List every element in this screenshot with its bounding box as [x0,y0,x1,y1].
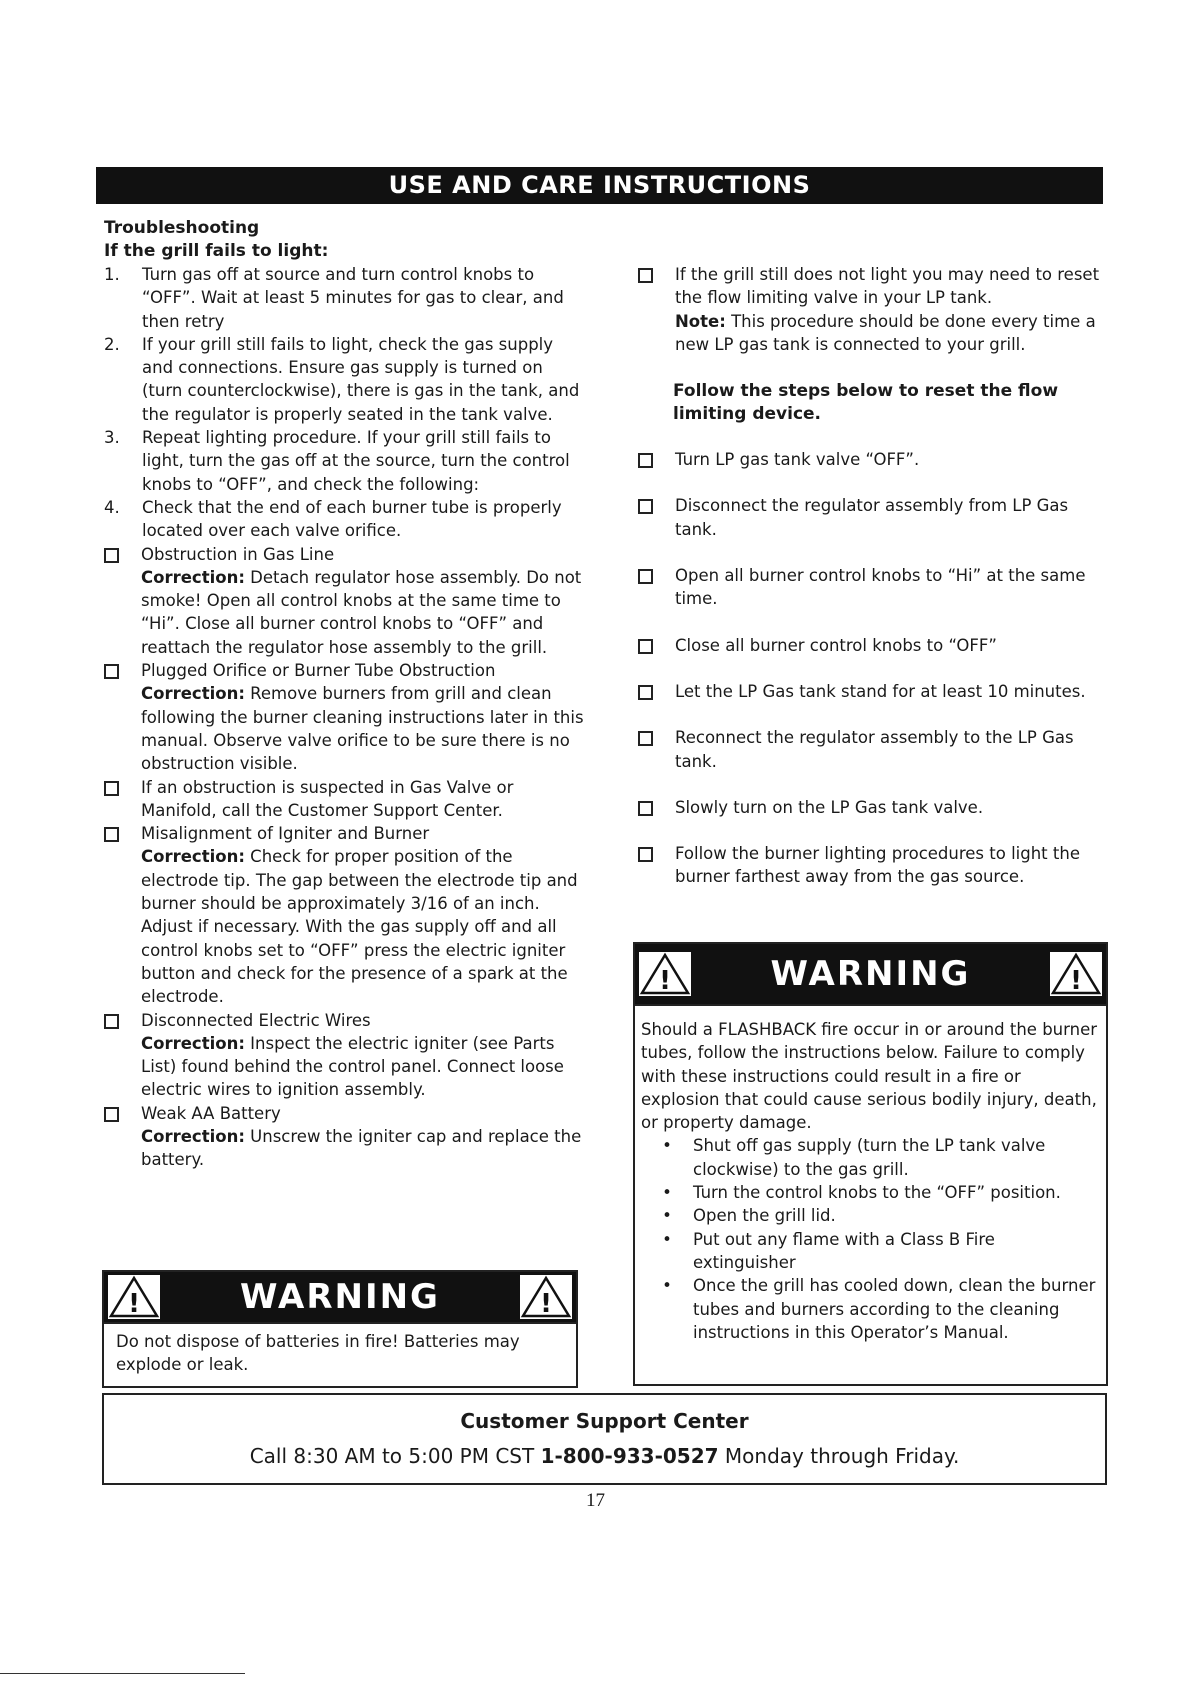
warning-triangle-icon [520,1275,572,1319]
warning-header [104,1272,576,1324]
reset-flow-column [638,263,1108,889]
warning-text: Should a FLASHBACK fire occur in or around the burner tubes, follow the instructions below. Failure to comply with these instructions could result in a fire or explosion that could cause serious bodily injury, death, or property damage. [641,1020,1098,1133]
reset-steps-heading: Follow the steps below to reset the flow limiting device. [673,381,1059,424]
reset-step: Reconnect the regulator assembly to the LP Gas tank. [638,726,1108,773]
checklist-item: Weak AA Battery Correction: Unscrew the igniter cap and replace the battery. [104,1102,586,1172]
checkbox-icon [638,801,653,816]
page-number: 17 [586,1490,605,1511]
reset-step: Close all burner control knobs to “OFF” [638,634,1108,657]
reset-step: Turn LP gas tank valve “OFF”. [638,448,1108,471]
checklist-item: Disconnected Electric Wires Correction: Inspect the electric igniter (see Parts List) found behind the control panel. Connect loose electric wires to ignition assembly. [104,1009,586,1102]
warning-triangle-icon [639,952,691,996]
warning-bullet: • Shut off gas supply (turn the LP tank valve clockwise) to the gas grill. [662,1136,1046,1179]
checkbox-icon [638,499,653,514]
flashback-warning-box [633,942,1108,1386]
warning-header [635,944,1106,1006]
checkbox-icon [638,268,653,283]
checkbox-icon [104,1014,119,1029]
checkbox-icon [638,569,653,584]
numbered-step: 3. Repeat lighting procedure. If your grill still fails to light, turn the gas off at the source, turn the control knobs to “OFF”, and check the following: [104,428,570,494]
numbered-step: 2. If your grill still fails to light, check the gas supply and connections. Ensure gas supply is turned on (turn counterclockwise), there is gas in the tank, and the regulator is properly seated in the tank valve. [104,334,580,424]
section-banner: USE AND CARE INSTRUCTIONS [96,167,1103,204]
warning-triangle-icon [1050,952,1102,996]
checklist-item: Misalignment of Igniter and Burner Correction: Check for proper position of the electrode tip. The gap between the electrode tip and burner should be approximately 3/16 of an inch. Adjust if necessary. With the gas supply off and all control knobs set to “OFF” press the electric igniter button and check for the presence of a spark at the electrode. [104,822,586,1008]
troubleshooting-heading: Troubleshooting [104,218,260,238]
reset-step: Slowly turn on the LP Gas tank valve. [638,796,1108,819]
warning-triangle-icon [108,1275,160,1319]
checkbox-icon [638,847,653,862]
svg-text:!: ! [540,1289,552,1319]
checkbox-icon [638,639,653,654]
reset-step: Let the LP Gas tank stand for at least 10 minutes. [638,680,1108,703]
svg-text:!: ! [659,966,671,996]
svg-text:!: ! [128,1289,140,1319]
warning-title: WARNING [770,954,971,994]
checklist-item: If an obstruction is suspected in Gas Valve or Manifold, call the Customer Support Center. [104,776,586,823]
numbered-step: 1. Turn gas off at source and turn control knobs to “OFF”. Wait at least 5 minutes for gas to clear, and then retry [104,265,564,331]
support-title: Customer Support Center [460,1409,749,1433]
warning-text: Do not dispose of batteries in fire! Batteries may explode or leak. [116,1332,520,1375]
support-line: Call 8:30 AM to 5:00 PM CST 1-800-933-0527 Monday through Friday. [249,1444,960,1468]
warning-bullet: • Once the grill has cooled down, clean the burner tubes and burners according to the cleaning instructions in this Operator’s Manual. [662,1276,1096,1342]
checkbox-icon [104,664,119,679]
reset-step: Disconnect the regulator assembly from LP Gas tank. [638,494,1108,541]
checkbox-icon [104,827,119,842]
battery-warning-box [102,1270,578,1388]
checkbox-icon [104,781,119,796]
checkbox-icon [638,453,653,468]
warning-title: WARNING [240,1277,440,1317]
customer-support-box [102,1393,1107,1485]
footer-rule [0,1673,245,1674]
warning-bullet: • Put out any flame with a Class B Fire extinguisher [662,1229,995,1272]
warning-bullet: • Open the grill lid. [662,1206,836,1226]
checklist-item: If the grill still does not light you may need to reset the flow limiting valve in your LP tank. Note: This procedure should be done every time a new LP gas tank is connected to your grill. [638,263,1108,356]
checkbox-icon [638,685,653,700]
warning-bullet: • Turn the control knobs to the “OFF” position. [662,1183,1061,1203]
svg-text:!: ! [1070,966,1082,996]
checkbox-icon [104,1107,119,1122]
numbered-step: 4. Check that the end of each burner tube is properly located over each valve orifice. [104,497,562,541]
checkbox-icon [638,731,653,746]
support-phone: 1-800-933-0527 [540,1444,719,1468]
checklist-item: Plugged Orifice or Burner Tube Obstruction Correction: Remove burners from grill and clean following the burner cleaning instructions later in this manual. Observe valve orifice to be sure there is no obstruction visible. [104,659,586,775]
fails-to-light-heading: If the grill fails to light: [104,240,329,261]
checkbox-icon [104,548,119,563]
warning-body [635,1006,1106,1344]
reset-step: Follow the burner lighting procedures to light the burner farthest away from the gas source. [638,842,1108,889]
checklist-item: Obstruction in Gas Line Correction: Detach regulator hose assembly. Do not smoke! Open all control knobs at the same time to “Hi”. Close all burner control knobs to “OFF” and reattach the regulator hose assembly to the grill. [104,543,586,659]
reset-step: Open all burner control knobs to “Hi” at the same time. [638,564,1108,611]
troubleshooting-column [104,217,586,1172]
